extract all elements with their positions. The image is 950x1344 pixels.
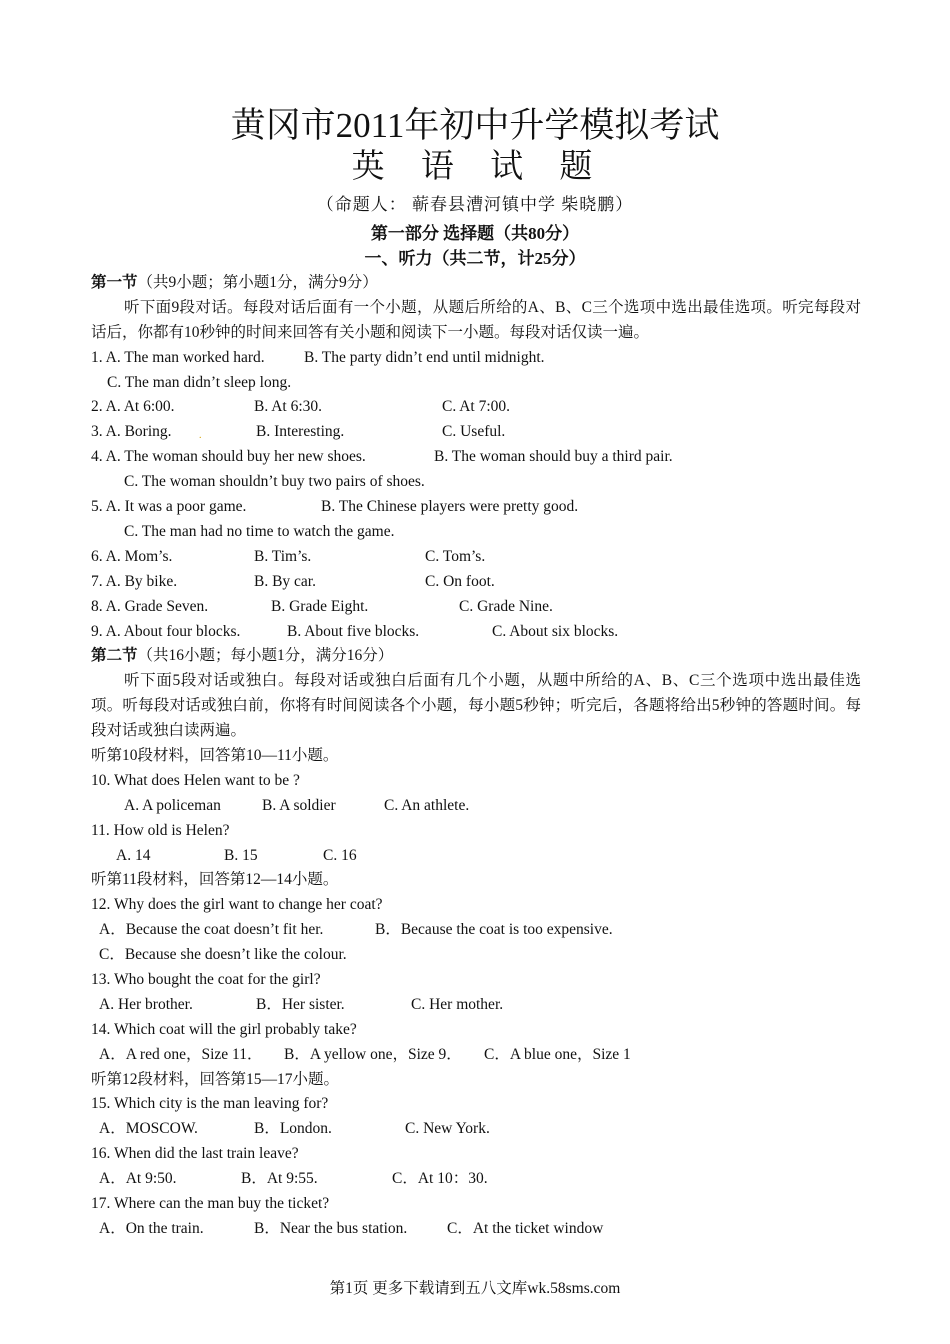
question-13: 13. Who bought the coat for the girl? — [91, 971, 321, 989]
q9-option-b: B. About five blocks. — [287, 622, 420, 640]
section2-header — [91, 644, 861, 669]
subject-title: 英 语 试 题 — [351, 149, 607, 185]
question-16-options — [91, 1167, 861, 1192]
q12-option-b: B．Because the coat is too expensive. — [375, 921, 613, 939]
question-10: 10. What does Helen want to be ? — [91, 771, 300, 789]
exam-content — [91, 271, 861, 1242]
q4-option-a: 4. A. The woman should buy her new shoes. — [91, 448, 366, 466]
q8-option-a: 8. A. Grade Seven. — [91, 597, 209, 615]
q14-option-a: A．A red one，Size 11． — [99, 1045, 263, 1063]
material-11-note: 听第11段材料，回答第12—14小题。 — [91, 871, 339, 889]
q7-option-b: B. By car. — [254, 572, 316, 590]
q15-option-b: B．London. — [254, 1120, 332, 1138]
q2-option-a: 2. A. At 6:00. — [91, 398, 175, 416]
question-3 — [91, 420, 861, 445]
question-4-cont — [91, 470, 861, 495]
q10-option-a: A. A policeman — [124, 796, 221, 814]
question-5-cont — [91, 520, 861, 545]
q9-option-c: C. About six blocks. — [492, 622, 619, 640]
q1-option-a: 1. A. The man worked hard. — [91, 348, 265, 366]
question-15-options — [91, 1117, 861, 1142]
question-9 — [91, 620, 861, 645]
question-13-options — [91, 993, 861, 1018]
q16-option-c: C．At 10：30. — [392, 1170, 488, 1188]
listening-heading: 一、听力（共二节，计25分） — [364, 249, 586, 268]
q13-option-c: C. Her mother. — [411, 995, 504, 1013]
question-14: 14. Which coat will the girl probably take? — [91, 1020, 357, 1038]
question-1-cont — [91, 371, 861, 396]
q15-option-a: A．MOSCOW. — [99, 1120, 198, 1138]
q7-option-a: 7. A. By bike. — [91, 572, 178, 590]
q3-option-c: C. Useful. — [442, 423, 506, 441]
q14-option-c: C．A blue one，Size 1 — [484, 1045, 631, 1063]
q11-option-a: A. 14 — [116, 846, 151, 864]
section1-header — [91, 271, 861, 296]
author-line: （命题人： 蕲春县漕河镇中学 柴晓鹏） — [316, 195, 634, 214]
question-8 — [91, 595, 861, 620]
q6-option-a: 6. A. Mom’s. — [91, 547, 173, 565]
q17-option-b: B．Near the bus station. — [254, 1219, 408, 1237]
section1-info: （共9小题；第小题1分，满分9分） — [137, 274, 378, 291]
question-12-options — [91, 918, 861, 943]
section1-label: 第一节 — [91, 274, 138, 291]
question-5 — [91, 495, 861, 520]
q5-option-c: C. The man had no time to watch the game. — [124, 522, 395, 540]
q15-option-c: C. New York. — [405, 1120, 490, 1138]
exam-title: 黄冈市2011年初中升学模拟考试 — [230, 106, 720, 145]
material-10-note: 听第10段材料，回答第10—11小题。 — [91, 747, 339, 764]
q6-option-c: C. Tom’s. — [425, 547, 486, 565]
q10-option-b: B. A soldier — [262, 796, 336, 814]
q7-option-c: C. On foot. — [425, 572, 495, 590]
q10-option-c: C. An athlete. — [384, 796, 470, 814]
q11-option-c: C. 16 — [323, 846, 357, 864]
question-1 — [91, 346, 861, 371]
question-14-options — [91, 1043, 861, 1068]
q13-option-b: B．Her sister. — [256, 995, 345, 1013]
q8-option-c: C. Grade Nine. — [459, 597, 553, 615]
q17-option-a: A．On the train. — [99, 1219, 204, 1237]
stray-mark: . — [199, 430, 202, 442]
q5-option-a: 5. A. It was a poor game. — [91, 498, 247, 516]
q13-option-a: A. Her brother. — [99, 995, 193, 1013]
question-4 — [91, 445, 861, 470]
question-17-options — [91, 1217, 861, 1242]
q3-option-a: 3. A. Boring. — [91, 423, 172, 441]
question-2 — [91, 395, 861, 420]
q6-option-b: B. Tim’s. — [254, 547, 312, 565]
q4-option-c: C. The woman shouldn’t buy two pairs of shoes. — [124, 473, 425, 491]
q12-option-a: A．Because the coat doesn’t fit her. — [99, 921, 324, 939]
section2-info: （共16小题；每小题1分，满分16分） — [137, 647, 394, 665]
section2-label: 第二节 — [91, 647, 138, 665]
page-footer: 第1页 更多下载请到五八文库wk.58sms.com — [329, 1280, 621, 1297]
q1-option-b: B. The party didn’t end until midnight. — [304, 348, 545, 366]
q12-option-c: C．Because she doesn’t like the colour. — [99, 946, 347, 964]
question-12-cont — [91, 943, 861, 968]
q5-option-b: B. The Chinese players were pretty good. — [321, 498, 579, 516]
question-12: 12. Why does the girl want to change her coat? — [91, 896, 383, 914]
material-12-note: 听第12段材料，回答第15—17小题。 — [91, 1070, 340, 1088]
q16-option-b: B．At 9:55. — [241, 1170, 318, 1188]
section1-instructions: 听下面9段对话。每段对话后面有一个小题，从题后所给的A、B、C三个选项中选出最佳选项。听完每段对话后，你都有10秒钟的时间来回答有关小题和阅读下一小题。每段对话仅读一遍。 — [91, 298, 861, 341]
q2-option-b: B. At 6:30. — [254, 398, 323, 416]
part1-heading: 第一部分 选择题（共80分） — [370, 224, 580, 243]
q1-option-c: C. The man didn’t sleep long. — [107, 373, 292, 391]
q11-option-b: B. 15 — [224, 846, 258, 864]
q2-option-c: C. At 7:00. — [442, 398, 511, 416]
question-16: 16. When did the last train leave? — [91, 1145, 299, 1163]
question-11-options — [91, 844, 861, 869]
question-15: 15. Which city is the man leaving for? — [91, 1095, 329, 1113]
section2-instructions: 听下面5段对话或独白。每段对话或独白后面有几个小题，从题中所给的A、B、C三个选项中选出最佳选项。听每段对话或独白前，你将有时间阅读各个小题，每小题5秒钟；听完后，各题将给出5秒钟的答题时间。每段对话或独白读两遍。 — [91, 672, 861, 740]
q4-option-b: B. The woman should buy a third pair. — [434, 448, 673, 466]
question-10-options — [91, 794, 861, 819]
question-11: 11. How old is Helen? — [91, 821, 230, 839]
question-6 — [91, 545, 861, 570]
q14-option-b: B．A yellow one，Size 9． — [284, 1045, 462, 1063]
question-17: 17. Where can the man buy the ticket? — [91, 1195, 330, 1213]
q8-option-b: B. Grade Eight. — [271, 597, 369, 615]
q16-option-a: A．At 9:50. — [99, 1170, 177, 1188]
q3-option-b: B. Interesting. — [256, 423, 345, 441]
q17-option-c: C．At the ticket window — [447, 1219, 604, 1237]
question-7 — [91, 570, 861, 595]
q9-option-a: 9. A. About four blocks. — [91, 622, 241, 640]
